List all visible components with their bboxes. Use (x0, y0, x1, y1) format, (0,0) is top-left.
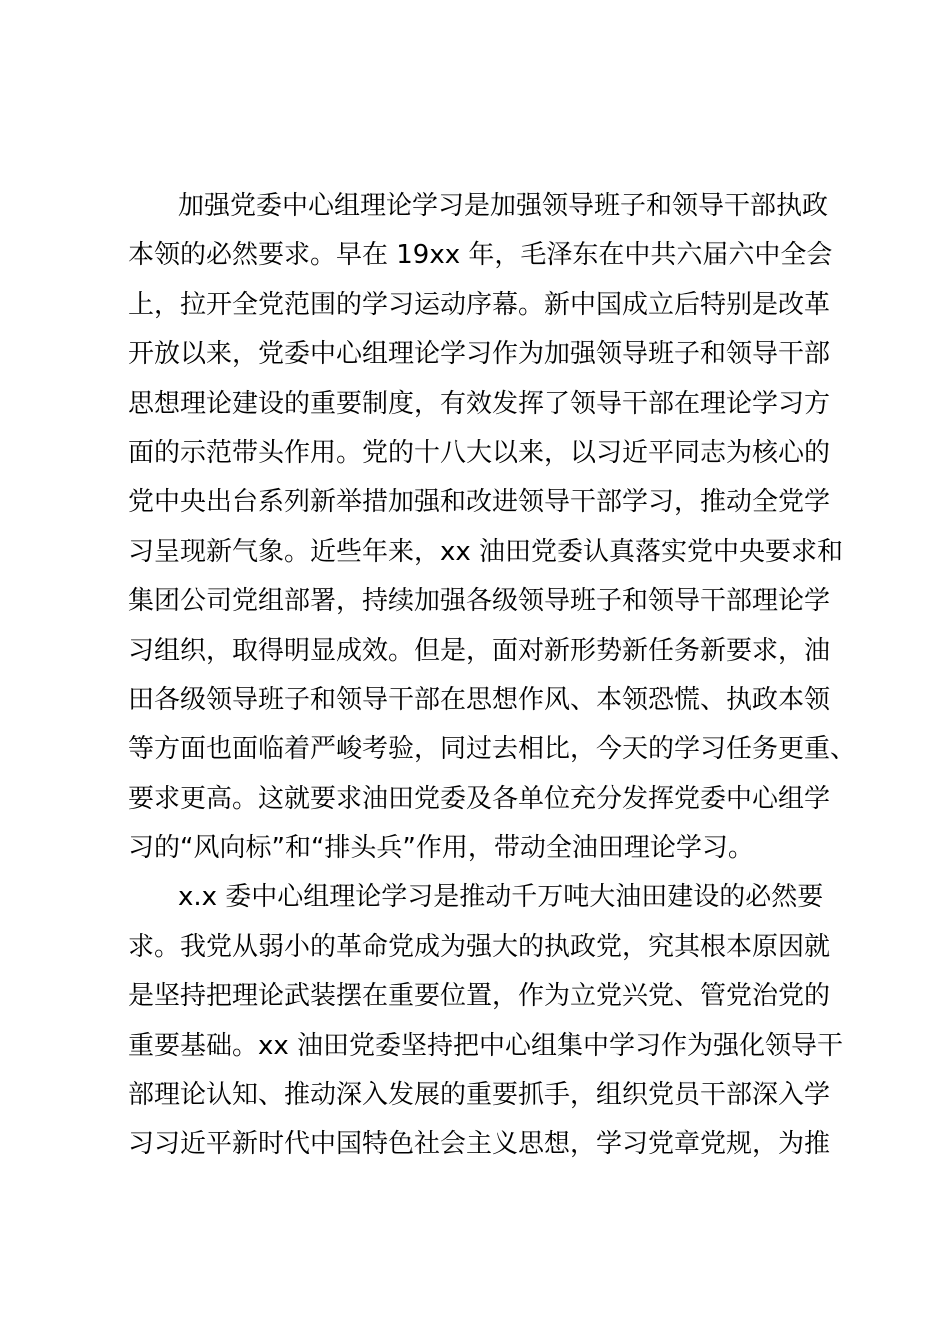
text-line: 习组织，取得明显成效。但是，面对新形势新任务新要求，油 (128, 635, 831, 666)
text-line: 加强党委中心组理论学习是加强领导班子和领导干部执政 (178, 191, 829, 221)
text-line: 等方面也面临着严峻考验，同过去相比，今天的学习任务更重、 (128, 734, 857, 765)
text-line: 要求更高。这就要求油田党委及各单位充分发挥党委中心组学 (128, 783, 831, 814)
text-line: 习的“风向标”和“排头兵”作用，带动全油田理论学习。 (128, 833, 754, 864)
text-line: 求。我党从弱小的革命党成为强大的执政党，究其根本原因就 (128, 931, 831, 962)
text-line: x.x 委中心组理论学习是推动千万吨大油田建设的必然要 (178, 882, 824, 913)
text-line: 田各级领导班子和领导干部在思想作风、本领恐慌、执政本领 (128, 684, 831, 715)
paragraph-2 (128, 873, 848, 1169)
text-line: 部理论认知、推动深入发展的重要抓手，组织党员干部深入学 (128, 1080, 831, 1111)
text-line: 是坚持把理论武装摆在重要位置，作为立党兴党、管党治党的 (128, 981, 831, 1012)
text-line: 本领的必然要求。早在 19xx 年，毛泽东在中共六届六中全会 (128, 240, 833, 271)
text-line: 党中央出台系列新举措加强和改进领导干部学习，推动全党学 (128, 487, 831, 518)
text-line: 思想理论建设的重要制度，有效发挥了领导干部在理论学习方 (128, 388, 831, 419)
text-line: 集团公司党组部署，持续加强各级领导班子和领导干部理论学 (128, 586, 831, 617)
text-line: 习习近平新时代中国特色社会主义思想，学习党章党规，为推 (128, 1129, 831, 1160)
text-line: 重要基础。xx 油田党委坚持把中心组集中学习作为强化领导干 (128, 1030, 844, 1061)
text-line: 上，拉开全党范围的学习运动序幕。新中国成立后特别是改革 (128, 289, 831, 320)
paragraph-1 (128, 182, 857, 873)
document-body (128, 182, 857, 1170)
text-line: 习呈现新气象。近些年来，xx 油田党委认真落实党中央要求和 (128, 536, 844, 567)
text-line: 开放以来，党委中心组理论学习作为加强领导班子和领导干部 (128, 339, 831, 370)
text-line: 面的示范带头作用。党的十八大以来，以习近平同志为核心的 (128, 437, 831, 468)
